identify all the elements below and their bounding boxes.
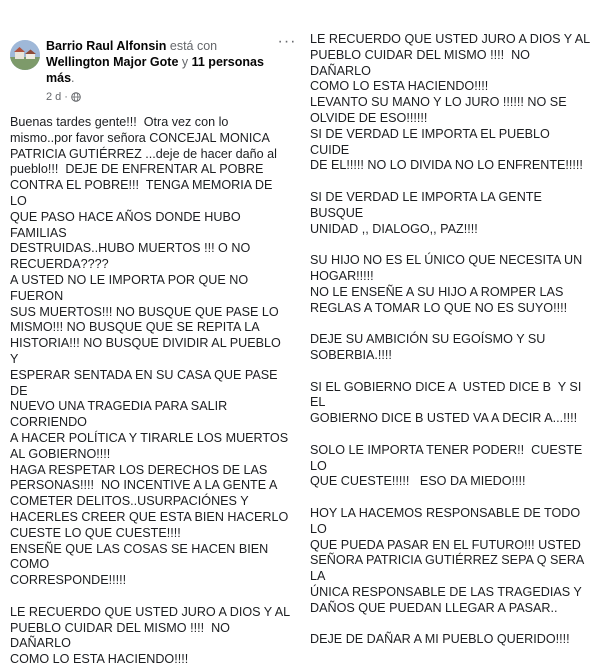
more-options-icon[interactable]: ··· (277, 33, 297, 50)
avatar-image (10, 40, 40, 70)
post-body-left: Buenas tardes gente!!! Otra vez con lo mismo..por favor señora CONCEJAL MONICA PATRICIA GUTIÉRREZ ...deje de hacer daño al pueblo!!! DEJE DE ENFRENTAR AL POBRE CONTRA EL POBRE!!! TENGA MEMORIA DE LO QUE PASO HACE AÑOS DONDE HUBO FAMILIAS DESTRUIDAS..HUBO MUERTOS !!! O NO RECUERDA???? A USTED NO LE IMPORTA POR QUE NO FUERON SUS MUERTOS!!! NO BUSQUE QUE PASE LO MISMO!!! NO BUSQUE QUE SE REPITA LA HISTORIA!!! NO BUSQUE DIVIDIR AL PUEBLO Y ESPERAR SENTADA EN SU CASA QUE PASE DE NUEVO UNA TRAGEDIA PARA SALIR CORRIENDO A HACER POLÍTICA Y TIRARLE LOS MUERTOS AL GOBIERNO!!!! HAGA RESPETAR LOS DERECHOS DE LAS PERSONAS!!!! NO INCENTIVE A LA GENTE A COMETER DELITOS..USURPACIÓNES Y HACERLES CREER QUE ESTA BIEN HACERLO CUESTE LO QUE CUESTE!!!! ENSEÑE QUE LAS COSAS SE HACEN BIEN COMO CORRESPONDE!!!!! LE RECUERDO QUE USTED JURO A DIOS Y AL PUEBLO CUIDAR DEL MISMO !!!! NO DAÑARLO COMO LO ESTA HACIENDO!!!! (10, 115, 291, 667)
post-author-line (46, 38, 276, 86)
globe-icon (71, 92, 81, 102)
period-text: . (71, 71, 75, 85)
and-text: y (181, 55, 189, 69)
post-body-right: LE RECUERDO QUE USTED JURO A DIOS Y AL PUEBLO CUIDAR DEL MISMO !!!! NO DAÑARLO COMO LO ESTA HACIENDO!!!! LEVANTO SU MANO Y LO JURO !!!!!! NO SE OLVIDE DE ESO!!!!!! SI DE VERDAD LE IMPORTA EL PUEBLO CUIDE DE EL!!!!! NO LO DIVIDA NO LO ENFRENTE!!!!! SI DE VERDAD LE IMPORTA LA GENTE BUSQUE UNIDAD ,, DIALOGO,, PAZ!!!! SU HIJO NO ES EL ÚNICO QUE NECESITA UN HOGAR!!!!! NO LE ENSEÑE A SU HIJO A ROMPER LAS REGLAS A TOMAR LO QUE NO ES SUYO!!!! DEJE SU AMBICIÓN SU EGOÍSMO Y SU SOBERBIA.!!!! SI EL GOBIERNO DICE A USTED DICE B Y SI EL GOBIERNO DICE B USTED VA A DECIR A...!!!! SOLO LE IMPORTA TENER PODER!! CUESTE LO QUE CUESTE!!!!! ESO DA MIEDO!!!! HOY LA HACEMOS RESPONSABLE DE TODO LO QUE PUEDA PASAR EN EL FUTURO!!! USTED SEÑORA PATRICIA GUTIÉRREZ SEPA Q SERA LA ÚNICA RESPONSABLE DE LAS TRAGEDIAS Y DAÑOS QUE PUEDAN LLEGAR A PASAR.. DEJE DE DAÑAR A MI PUEBLO QUERIDO!!!! (310, 32, 591, 647)
post-meta (46, 91, 81, 103)
post-header (8, 33, 297, 108)
author-name[interactable]: Barrio Raul Alfonsin (46, 39, 167, 53)
with-text: está con (169, 39, 218, 53)
post-time[interactable]: 2 d (46, 91, 62, 103)
others-link[interactable]: 11 personas más (46, 55, 264, 85)
tagged-person[interactable]: Wellington Major Gote (46, 55, 179, 69)
page-avatar[interactable] (10, 40, 40, 70)
post-left-column (0, 0, 300, 667)
meta-dot: · (64, 91, 68, 103)
post-right-column (300, 0, 600, 647)
